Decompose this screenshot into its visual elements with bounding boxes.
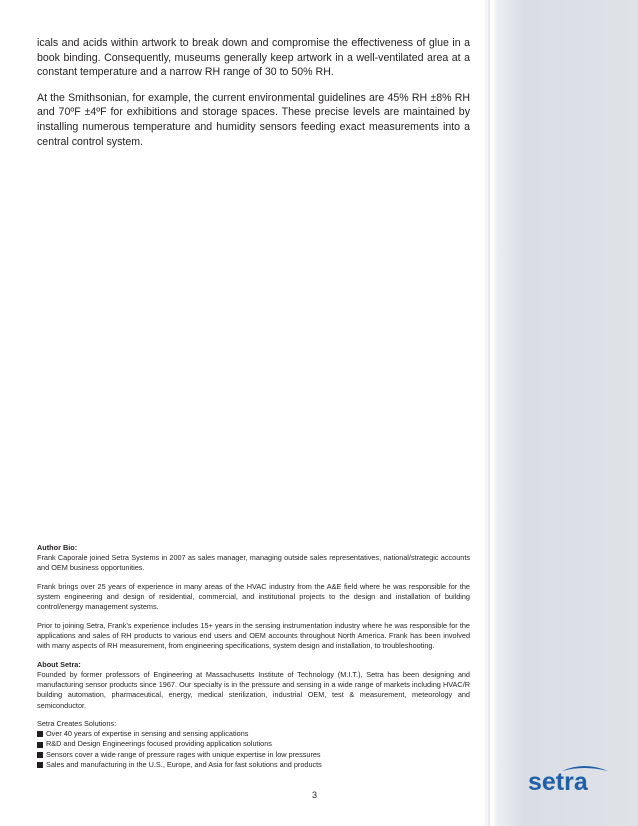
setra-logo (528, 764, 618, 792)
author-bio-paragraph: Frank Caporale joined Setra Systems in 2007 as sales manager, managing outside sales representatives, national/strategic accounts and OEM business opportunities. (37, 553, 470, 573)
page-number: 3 (312, 790, 318, 800)
solutions-block (37, 719, 470, 770)
list-item (37, 739, 470, 749)
solutions-heading: Setra Creates Solutions: (37, 719, 117, 729)
list-item-text: R&D and Design Engineerings focused providing application solutions (46, 739, 272, 749)
author-bio-section (37, 543, 470, 770)
body-text (37, 36, 470, 160)
body-paragraph: At the Smithsonian, for example, the current environmental guidelines are 45% RH ±8% RH and 70ºF ±4ºF for exhibitions and storage spaces. These precise levels are maintained by installing numerous temperature and humidity sensors feeding exact measurements into a central control system. (37, 91, 470, 148)
logo-wordmark: setra (528, 768, 588, 792)
list-item-text: Over 40 years of expertise in sensing and sensing applications (46, 729, 249, 739)
author-bio-block (37, 543, 470, 574)
author-bio-paragraph: Prior to joining Setra, Frank’s experience includes 15+ years in the sensing instrumentation industry where he was responsible for the applications and sales of RH products to various end users and OEM accounts throughout North America. Frank has been involved with many aspects of RH measurement, from engineering specifications, system design and installation, to troubleshooting. (37, 620, 470, 651)
list-item (37, 760, 470, 770)
page-sidebar (485, 0, 638, 826)
sidebar-stripe (488, 0, 490, 826)
about-block (37, 660, 470, 711)
list-item-text: Sales and manufacturing in the U.S., Europe, and Asia for fast solutions and products (46, 759, 322, 769)
square-bullet-icon (37, 752, 43, 758)
list-item (37, 729, 470, 739)
about-heading: About Setra: (37, 659, 81, 669)
square-bullet-icon (37, 762, 43, 768)
body-paragraph: icals and acids within artwork to break down and compromise the effectiveness of glue in a book binding. Consequently, museums generally keep artwork in a well-ventilated area at a constant temperature and a narrow RH range of 30 to 50% RH. (37, 37, 470, 79)
list-item (37, 750, 470, 760)
square-bullet-icon (37, 742, 43, 748)
author-bio-paragraph: Frank brings over 25 years of experience in many areas of the HVAC industry from the A&E field where he was responsible for the system engineering and design of residential, commercial, and institutional projects to the design and installation of building control/energy management systems. (37, 581, 470, 612)
about-paragraph: Founded by former professors of Engineering at Massachusetts Institute of Technology (M.I.T.), Setra has been designing and manufacturing sensor products since 1967. Our specialty is in the pressure and sensing in a wide range of markets including HVAC/R building automation, pharmaceutical, energy, medical sterilization, industrial OEM, test & measurement, meteorology and semiconductor. (37, 669, 470, 710)
list-item-text: Sensors cover a wide range of pressure rages with unique expertise in low pressures (46, 749, 321, 759)
solutions-list (37, 729, 470, 770)
author-bio-heading: Author Bio: (37, 543, 78, 552)
square-bullet-icon (37, 731, 43, 737)
